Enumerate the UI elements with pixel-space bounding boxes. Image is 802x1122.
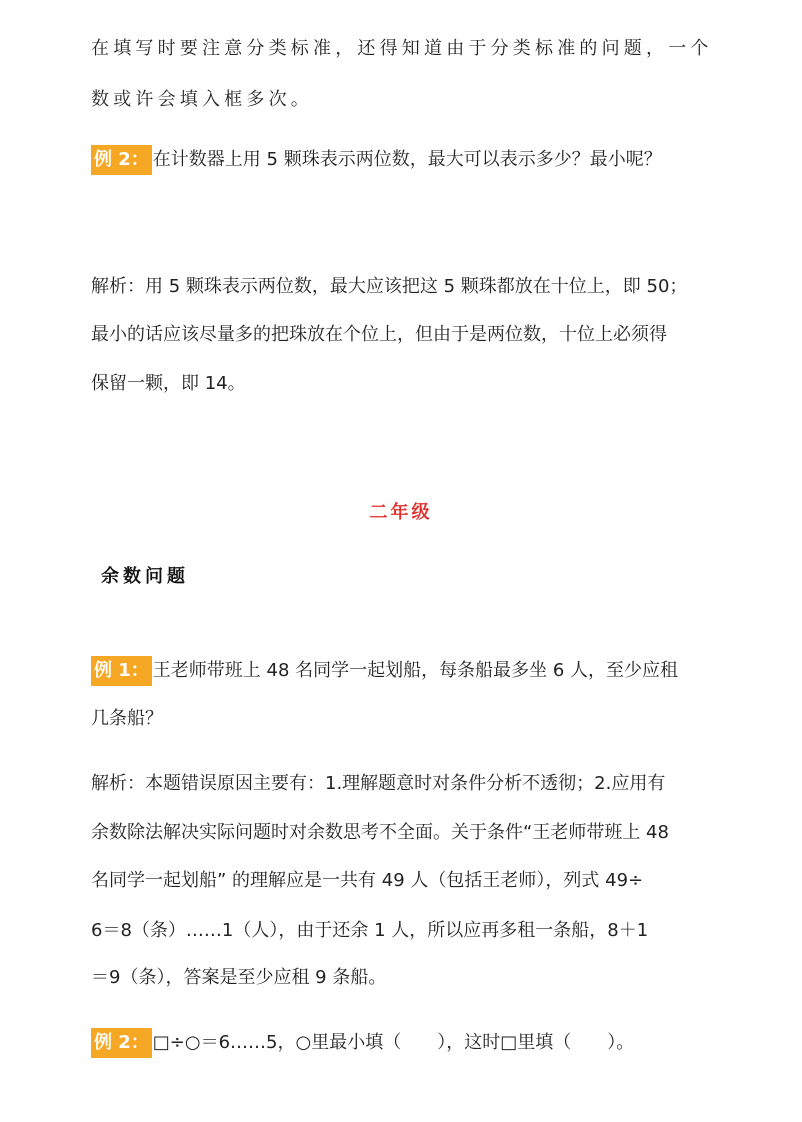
example-question-text: □÷○＝6……5，○里最小填（ ），这时□里填（ ）。 [152, 1032, 635, 1053]
grade-title: 二年级 [369, 502, 433, 523]
analysis-b-line-5: ＝9（条），答案是至少应租 9 条船。 [91, 967, 387, 988]
example-question-text: 王老师带班上 48 名同学一起划船，每条船最多坐 6 人，至少应租 [152, 660, 679, 681]
example-label: 例 2： [91, 1028, 152, 1058]
example-2b-question-block [91, 1028, 634, 1058]
section-title: 余数问题 [101, 566, 189, 587]
example-question-text: 在计数器上用 5 颗珠表示两位数，最大可以表示多少？最小呢？ [152, 149, 662, 170]
analysis-b-line-4: 6＝8（条）……1（人），由于还余 1 人，所以应再多租一条船，8＋1 [91, 920, 649, 941]
example-1-question-line-1 [91, 656, 678, 686]
analysis-b-line-3: 名同学一起划船” 的理解应是一共有 49 人（包括王老师），列式 49÷ [91, 870, 644, 891]
example-label: 例 1： [91, 656, 152, 686]
example-1-question-line-2: 几条船？ [91, 708, 163, 729]
analysis-b-line-2: 余数除法解决实际问题时对余数思考不全面。关于条件“王老师带班上 48 [91, 822, 669, 843]
analysis-a-line-3: 保留一颗，即 14。 [91, 373, 246, 394]
analysis-b-line-1: 解析：本题错误原因主要有：1.理解题意时对条件分析不透彻；2.应用有 [91, 773, 666, 794]
analysis-a-line-1: 解析：用 5 颗珠表示两位数，最大应该把这 5 颗珠都放在十位上，即 50； [91, 276, 688, 297]
example-label: 例 2： [91, 145, 152, 175]
example-2-question-block [91, 145, 662, 175]
intro-line-1: 在填写时要注意分类标准，还得知道由于分类标准的问题，一个 [91, 38, 713, 59]
intro-line-2: 数或许会填入框多次。 [91, 89, 313, 110]
analysis-a-line-2: 最小的话应该尽量多的把珠放在个位上，但由于是两位数，十位上必须得 [91, 324, 667, 345]
